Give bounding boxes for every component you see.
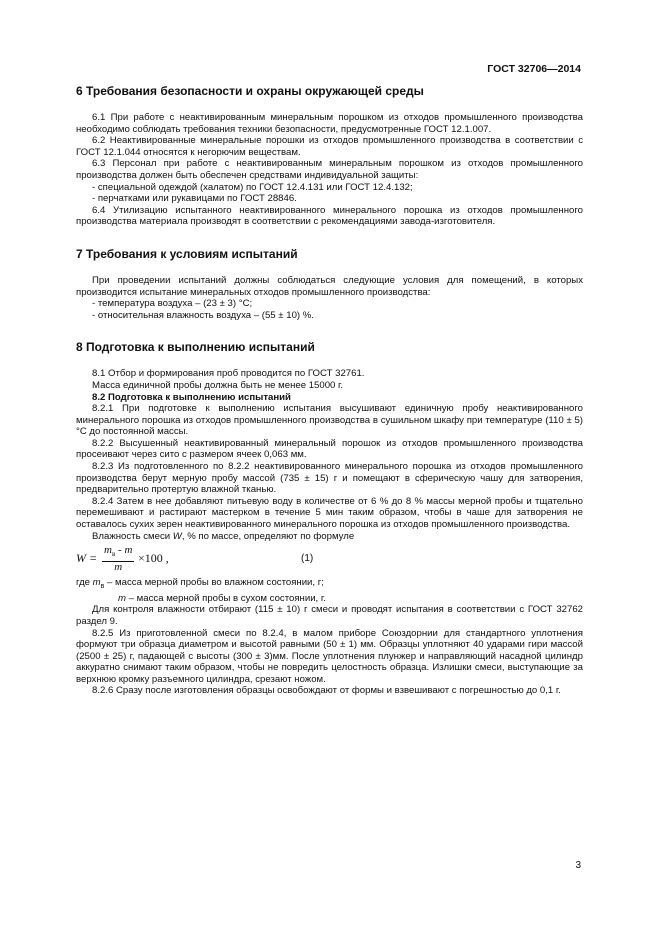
paragraph-8-2-2: 8.2.2 Высушенный неактивированный минеральный порошок из отходов промышленного производства просеивают через сито с размером ячеек 0,063 мм.: [76, 437, 583, 461]
moisture-intro-post: , % по массе, определяют по формуле: [181, 530, 355, 542]
moisture-variable: W: [172, 530, 182, 542]
formula-lhs: W =: [76, 551, 98, 566]
where2-text: – масса мерной пробы в сухом состоянии, г.: [126, 592, 326, 604]
formula-where-1: [76, 577, 583, 593]
paragraph-7-1: При проведении испытаний должны соблюдаться следующие условия для помещений, в которых производится испытание минеральных отходов промышленного производства:: [76, 274, 583, 298]
subsection-8-2-title: 8.2 Подготовка к выполнению испытаний: [92, 391, 291, 403]
section-6-title: 6 Требования безопасности и охраны окружающей среды: [76, 84, 424, 98]
paragraph-8-2-6: 8.2.6 Сразу после изготовления образцы освобождают от формы и взвешивают с погрешностью до 0,1 г.: [92, 685, 561, 697]
list-item-6-3-b: - перчатками или рукавицами по ГОСТ 28846.: [92, 193, 297, 205]
paragraph-8-2-1: 8.2.1 При подготовке к выполнению испытания высушивают единичную пробу неактивированного минерального порошка из отходов промышленного производства в сушильном шкафу при температуре (110 ± 5)°С до постоянной массы.: [76, 403, 583, 438]
moisture-formula: [76, 545, 583, 575]
formula-num-op: -: [115, 544, 125, 557]
formula-fraction: [102, 545, 134, 573]
page-content: [76, 84, 583, 697]
section-8-title: 8 Подготовка к выполнению испытаний: [76, 340, 315, 355]
where-text: – масса мерной пробы во влажном состоянии, г;: [104, 577, 324, 589]
where-sub: в: [100, 583, 105, 591]
paragraph-8-2-5: 8.2.5 Из приготовленной смеси по 8.2.4, в малом приборе Союздорнии для стандартного уплотнения формуют три образца диаметром и высотой равными (50 ± 1) мм. Образцы уплотняют 40 ударами гири массой (2500 ± 25) г, падающей с высоты (300 ± 3)мм. После уплотнения плунжер и направляющий насадной цилиндр аккуратно снимают таким образом, чтобы не повредить целостность образца. Излишки смеси, выступающие за верхнюю кромку разъемного цилиндра, срезают ножом.: [76, 627, 583, 685]
paragraph-moisture-control: Для контроля влажности отбирают (115 ± 10) г смеси и проводят испытания в соответствии с ГОСТ 32762 раздел 9.: [76, 604, 583, 627]
paragraph-6-4: 6.4 Утилизацию испытанного неактивированного минерального порошка из отходов промышленного производства материала производят в соответствии с рекомендациями завода-изготовителя.: [76, 204, 583, 228]
formula-number: (1): [301, 553, 314, 565]
formula-num-b: m: [124, 544, 133, 557]
list-item-6-3-a: - специальной одеждой (халатом) по ГОСТ 12.4.131 или ГОСТ 12.4.132;: [92, 181, 413, 193]
moisture-intro: [76, 531, 583, 543]
page-number: 3: [575, 860, 581, 871]
section-7-title: 7 Требования к условиям испытаний: [76, 246, 298, 261]
moisture-intro-pre: Влажность смеси: [92, 530, 173, 542]
list-item-7-b: - относительная влажность воздуха – (55 ± 10) %.: [92, 309, 314, 321]
list-item-7-a: - температура воздуха – (23 ± 3) °С;: [92, 298, 253, 310]
paragraph-8-2-3: 8.2.3 Из подготовленного по 8.2.2 неактивированного минерального порошка из отходов промышленного производства берут мерную пробу массой (735 ± 15) г и помещают в сферическую чашу для затворения, предварительно протертую влажной тканью.: [76, 461, 583, 496]
paragraph-6-1: 6.1 При работе с неактивированным минеральным порошком из отходов промышленного производства необходимо соблюдать требования техники безопасности, предусмотренные ГОСТ 12.1.007.: [76, 112, 583, 135]
formula-where-2: [76, 593, 583, 605]
formula-multiplier: ×100 ,: [138, 551, 169, 566]
paragraph-6-2: 6.2 Неактивированные минеральные порошки из отходов промышленного производства в соответствии с ГОСТ 12.1.044 относятся к негорючим веществам.: [76, 135, 583, 158]
formula-numerator: [102, 545, 134, 562]
standard-code: ГОСТ 32706—2014: [487, 63, 581, 75]
paragraph-6-3: 6.3 Персонал при работе с неактивированным минеральным порошком из отходов промышленного производства должен быть обеспечен средствами индивидуальной защиты:: [76, 158, 583, 181]
formula-denominator: m: [114, 561, 123, 573]
where2-var: m: [118, 592, 126, 604]
formula-num-a: m: [104, 544, 112, 557]
where-var: m: [92, 577, 101, 589]
where-pre: где: [76, 577, 93, 589]
formula-num-a-sub: в: [111, 550, 116, 559]
paragraph-8-2-4: 8.2.4 Затем в нее добавляют питьевую воду в количестве от 6 % до 8 % массы мерной пробы и тщательно перемешивают и растирают мастерком в течение 5 мин таким образом, чтобы в чаше для затворения не оставалось сухих зерен неактивированного минерального порошка из отходов промышленного производства.: [76, 495, 583, 531]
paragraph-8-1: 8.1 Отбор и формирования проб проводится по ГОСТ 32761.: [92, 368, 365, 380]
paragraph-8-1-mass: Масса единичной пробы должна быть не менее 15000 г.: [92, 379, 344, 391]
